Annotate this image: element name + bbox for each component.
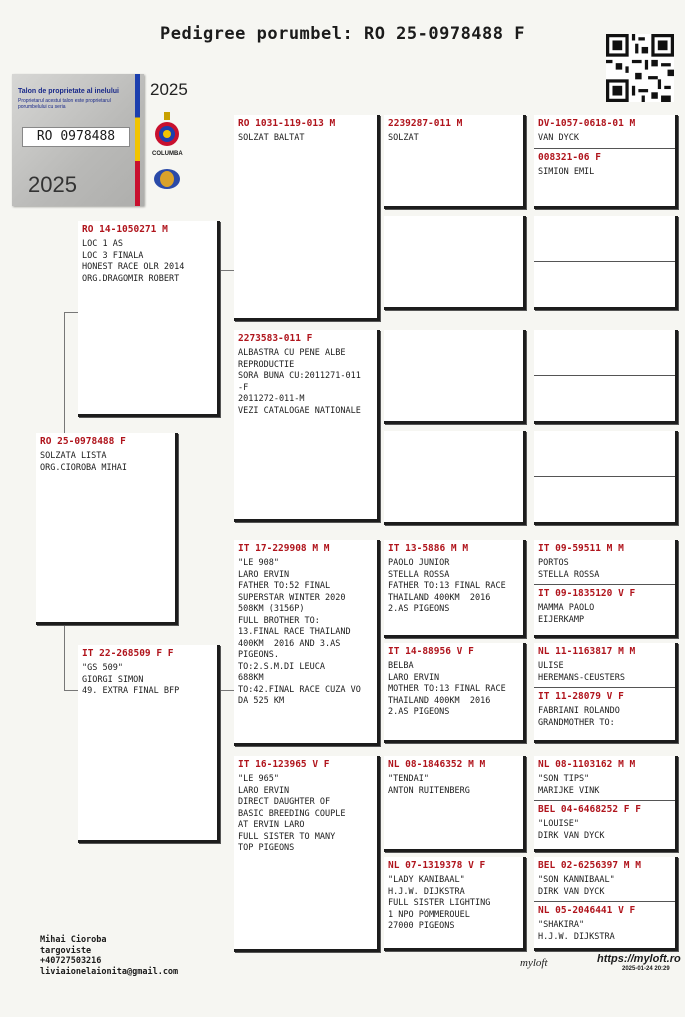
info-line: "SON TIPS": [538, 774, 590, 784]
sire-dam-box: [234, 330, 380, 522]
dam-dam-sire-box: [384, 756, 526, 852]
info-line: SOLZATA LISTA: [40, 451, 107, 461]
info-line: DA 525 KM: [238, 696, 285, 706]
ring-number: RO 1031-119-013 M: [238, 118, 336, 129]
empty-ancestor-box: [384, 330, 526, 424]
info-line: LOC 3 FINALA: [82, 250, 144, 261]
info-line: LARO ERVIN: [238, 785, 290, 796]
info-line: "TENDAI": [388, 774, 429, 784]
info-line: 688KM: [238, 673, 264, 683]
info-line: "GS 509": [82, 663, 123, 673]
info-line: SUPERSTAR WINTER 2020: [238, 592, 346, 603]
info-line: TO:2.S.M.DI LEUCA: [238, 661, 325, 672]
talon-subtext: Proprietarul acestui talon este proprietarul porumbelului cu seria: [18, 98, 111, 110]
info-line: 2011272-011-M: [238, 394, 305, 404]
info-line: SORA BUNA CU:2011271-011: [238, 371, 361, 381]
info-line: DIRK VAN DYCK: [538, 886, 605, 897]
info-line: LOC 1 AS: [82, 239, 123, 249]
info-line: H.J.W. DIJKSTRA: [388, 886, 465, 897]
talon-ring-number: RO 0978488: [22, 127, 130, 147]
owner-phone: +40727503216: [40, 956, 102, 966]
myloft-url[interactable]: https://myloft.ro: [597, 953, 681, 965]
info-line: AT ERVIN LARO: [238, 820, 305, 830]
talon-year: 2025: [28, 172, 77, 197]
page-title: Pedigree porumbel: RO 25-0978488 F: [160, 24, 525, 44]
info-line: GIORGI SIMON: [82, 674, 144, 685]
info-line: BELBA: [388, 661, 414, 671]
info-line: HEREMANS-CEUSTERS: [538, 672, 625, 683]
dam-sire-box: [234, 540, 380, 746]
info-line: PIGEONS.: [238, 650, 279, 660]
divider: [534, 261, 675, 262]
owner-email: liviaionelaionita@gmail.com: [40, 966, 179, 977]
gen5-pair-box: [534, 857, 678, 951]
info-line: STELLA ROSSA: [388, 569, 450, 580]
info-line: "LOUISE": [538, 819, 579, 829]
sire-sire-box: [234, 115, 380, 321]
info-line: ORG.CIOROBA MIHAI: [40, 462, 127, 473]
ring-number: IT 09-59511 M M: [538, 543, 624, 554]
info-line: PAOLO JUNIOR: [388, 558, 450, 568]
ring-number: IT 14-88956 V F: [388, 646, 474, 657]
info-line: PORTOS: [538, 558, 569, 568]
info-line: FULL SISTER TO MANY: [238, 831, 336, 842]
empty-ancestor-box: [384, 431, 526, 525]
info-line: 27000 PIGEONS: [388, 921, 455, 931]
info-line: ANTON RUITENBERG: [388, 785, 470, 796]
divider: [534, 901, 675, 902]
pedigree-pigeon-box: [36, 433, 178, 625]
ring-number: NL 05-2046441 V F: [538, 905, 636, 916]
info-line: DIRK VAN DYCK: [538, 830, 605, 841]
gen5-pair-box: [534, 756, 678, 852]
divider: [534, 687, 675, 688]
info-line: ORG.DRAGOMIR ROBERT: [82, 273, 180, 284]
dam-sire-dam-box: [384, 643, 526, 743]
info-line: BASIC BREEDING COUPLE: [238, 808, 346, 819]
info-line: "LADY KANIBAAL": [388, 875, 465, 885]
sire-box: [78, 221, 220, 417]
info-line: MARIJKE VINK: [538, 785, 600, 796]
info-line: VEZI CATALOGAE NATIONALE: [238, 405, 361, 416]
sire-sire-sire-box: [384, 115, 526, 209]
info-line: 1 NPO POMMEROUEL: [388, 909, 470, 920]
year-label: 2025: [150, 80, 188, 99]
ring-number: IT 16-123965 V F: [238, 759, 330, 770]
info-line: SOLZAT: [388, 133, 419, 143]
info-line: 49. EXTRA FINAL BFP: [82, 686, 180, 696]
info-line: "SON KANNIBAAL": [538, 875, 615, 885]
print-timestamp: 2025-01-24 20:29: [622, 966, 670, 972]
ring-number: BEL 02-6256397 M M: [538, 860, 641, 871]
ring-number: NL 08-1846352 M M: [388, 759, 486, 770]
info-line: HONEST RACE OLR 2014: [82, 262, 185, 272]
info-line: -F: [238, 382, 249, 393]
gen5-pair-box: [534, 540, 678, 638]
divider: [534, 148, 675, 149]
connector-line: [218, 690, 235, 691]
divider: [534, 375, 675, 376]
info-line: ULISE: [538, 661, 564, 671]
info-line: "LE 965": [238, 774, 279, 784]
info-line: H.J.W. DIJKSTRA: [538, 931, 615, 942]
ring-number: IT 22-268509 F F: [82, 648, 174, 659]
ring-talon-card: [12, 74, 144, 206]
info-line: THAILAND 400KM 2016: [388, 592, 491, 603]
info-line: VAN DYCK: [538, 133, 579, 143]
info-line: MAMMA PAOLO: [538, 603, 595, 613]
empty-ancestor-box: [534, 330, 678, 424]
divider: [534, 476, 675, 477]
info-line: "SHAKIRA": [538, 920, 585, 930]
ring-number: IT 13-5886 M M: [388, 543, 469, 554]
ring-number: NL 11-1163817 M M: [538, 646, 636, 657]
dam-dam-box: [234, 756, 380, 952]
gen5-pair-box: [534, 643, 678, 743]
info-line: LARO ERVIN: [388, 672, 440, 683]
empty-ancestor-box: [384, 216, 526, 310]
info-line: TOP PIGEONS: [238, 843, 295, 853]
ring-number: RO 25-0978488 F: [40, 436, 126, 447]
qr-code-icon: [606, 34, 674, 102]
info-line: FATHER TO:13 FINAL RACE: [388, 581, 506, 591]
ring-number: 008321-06 F: [538, 151, 601, 163]
connector-line: [218, 270, 235, 271]
dam-box: [78, 645, 220, 843]
owner-contact: [40, 935, 178, 977]
myloft-brand: myloft: [520, 957, 548, 969]
info-line: THAILAND 400KM 2016: [388, 695, 491, 706]
info-line: "LE 908": [238, 558, 279, 568]
dam-dam-dam-box: [384, 857, 526, 951]
info-line: FULL SISTER LIGHTING: [388, 898, 491, 908]
connector-line: [64, 312, 65, 438]
info-line: TO:42.FINAL RACE CUZA VO: [238, 684, 361, 695]
ring-number: IT 09-1835120 V F: [538, 588, 636, 599]
info-line: SOLZAT BALTAT: [238, 133, 305, 143]
owner-name: Mihai Cioroba: [40, 935, 107, 945]
dam-sire-sire-box: [384, 540, 526, 638]
columba-logo-icon: [153, 110, 181, 148]
ring-number: 2239287-011 M: [388, 118, 463, 129]
ring-number: NL 07-1319378 V F: [388, 860, 486, 871]
info-line: FATHER TO:52 FINAL: [238, 581, 331, 591]
empty-ancestor-box: [534, 431, 678, 525]
info-line: FULL BROTHER TO:: [238, 615, 320, 626]
info-line: GRANDMOTHER TO:: [538, 717, 615, 728]
info-line: MOTHER TO:13 FINAL RACE: [388, 684, 506, 694]
info-line: ALBASTRA CU PENE ALBE: [238, 348, 346, 358]
ring-number: RO 14-1050271 M: [82, 224, 168, 235]
info-line: SIMION EMIL: [538, 166, 595, 177]
info-line: STELLA ROSSA: [538, 569, 600, 580]
divider: [534, 584, 675, 585]
talon-heading: Talon de proprietate al inelului: [18, 88, 119, 95]
info-line: 2.AS PIGEONS: [388, 707, 450, 717]
info-line: 13.FINAL RACE THAILAND: [238, 627, 351, 637]
info-line: FABRIANI ROLANDO: [538, 706, 620, 716]
info-line: 2.AS PIGEONS: [388, 604, 450, 614]
info-line: 400KM 2016 AND 3.AS: [238, 638, 341, 649]
owner-city: targoviste: [40, 945, 92, 956]
ring-number: DV-1057-0618-01 M: [538, 118, 636, 129]
ring-number: NL 08-1103162 M M: [538, 759, 636, 770]
gen5-pair-box: [534, 115, 678, 209]
info-line: LARO ERVIN: [238, 569, 290, 580]
info-line: REPRODUCTIE: [238, 359, 295, 370]
ring-number: IT 11-28079 V F: [538, 691, 624, 702]
info-line: EIJERKAMP: [538, 614, 585, 625]
info-line: DIRECT DAUGHTER OF: [238, 797, 331, 807]
columba-label: COLUMBA: [152, 151, 183, 157]
info-line: 508KM (3156P): [238, 604, 305, 614]
ring-number: IT 17-229908 M M: [238, 543, 330, 554]
empty-ancestor-box: [534, 216, 678, 310]
federation-logo-icon: [153, 168, 181, 190]
ring-number: BEL 04-6468252 F F: [538, 804, 641, 815]
ring-number: 2273583-011 F: [238, 333, 313, 344]
divider: [534, 800, 675, 801]
